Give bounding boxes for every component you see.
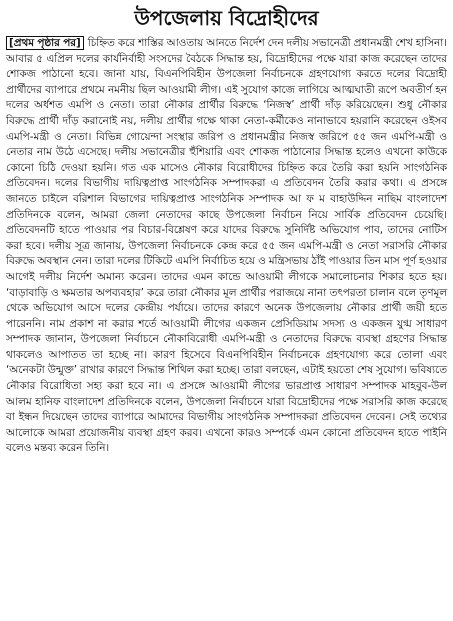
continued-from-front-page-label: [প্রথম পৃষ্ঠার পর]: [6, 36, 84, 50]
article-body: [6, 36, 447, 457]
article-headline: উপজেলায় বিদ্রোহীদের: [134, 6, 319, 30]
article-body-text: চিহ্নিত করে শাস্তির আওতায় আনতে নির্দেশ দেন দলীয় সভানেত্রী প্রধানমন্ত্রী শেখ হাসিনা। আবার ৫ এপ্রিল দলের কার্যনির্বাহী সংসদের বৈঠকে সিদ্ধান্ত হয়, বিদ্রোহীদের পক্ষে যারা কাজ করেছেন তাদের শোকজ পাঠানো হবে। জানা যায়, বিএনপিবিহীন উপজেলা নির্বাচনকে গ্রহণযোগ্য করতে দলের বিদ্রোহী প্রার্থীদের ব্যাপারে প্রথমে নমনীয় ছিল আওয়ামী লীগ। এই সুযোগ কাজে লাগিয়ে আত্মঘাতী রূপে অবতীর্ণ হন দলের অর্ধশত এমপি ও নেতা। তারা নৌকার প্রার্থীর বিরুদ্ধে ‘নিজস্ব’ প্রার্থী দাঁড় করিয়েছেন। শুধু নৌকার বিরুদ্ধে প্রার্থী দাঁড় করানোই নয়, দলীয় প্রার্থীর গক্ষে থাকা নেতা-কর্মীকেও নানাভাবে হয়রানি করেছেন ওইসব এমপি-মন্ত্রী ও নেতা। বিভিন্ন গোয়েন্দা সংস্থার জরিপ ও প্রধানমন্ত্রীর নিজস্ব জরিপে ৫৫ জন এমপি-মন্ত্রী ও নেতার নাম উঠে এসেছে। দলীয় সভানেত্রীর হুঁশিয়ারি এবং শোকজ পাঠানোর সিদ্ধান্ত হলেও এখনো কাউকে কোনো চিঠি দেওয়া হয়নি। গত এক মাসেও নৌকার বিরোধীদের চিহ্নিত করে তৈরি করা হয়নি সাংগঠনিক প্রতিবেদন। দলের বিভাগীয় দায়িত্বপ্রাপ্ত সাংগঠনিক সম্পাদকরা এ প্রতিবেদন তৈরি করার কথা। এ প্রসঙ্গে জানতে চাইলে বরিশাল বিভাগের দায়িত্বপ্রাপ্ত সাংগঠনিক সম্পাদক আ ফ ম বাহাউদ্দিন নাছিম বাংলাদেশ প্রতিদিনকে বলেন, আমরা জেলা নেতাদের কাছে উপজেলা নির্বাচন নিয়ে সার্বিক প্রতিবেদন চেয়েছি। প্রতিবেদনটি হাতে পাওয়ার পর বিচার-বিশ্লেষণ করে যাদের বিরুদ্ধে সুনির্দিষ্ট অভিযোগ পাব, তাদের নোটিস করা হবে। দলীয় সূত্র জানায়, উপজেলা নির্বাচনকে কেন্দ্র করে ৫৫ জন এমপি-মন্ত্রী ও নেতা সরাসরি নৌকার বিরুদ্ধে অবস্থান নেন। তারা দলের টিকিটে এমপি নির্বাচিত হয়ে ও মন্ত্রিসভায় ঠাঁই পাওয়ার তিন মাস পূর্ণ হওয়ার আগেই দলীয় নির্দেশ অমান্য করেন। তাদের এমন কান্ডে আওয়ামী লীগকে সমালোচনার শিকার হতে হয়। ‘বাড়াবাড়ি ও ক্ষমতার অপব্যবহার’ করে তারা নৌকার মূল প্রার্থীর পরাজয়ে নানা তৎপরতা চালান বলে তৃণমূল থেকে অভিযোগ আসে দলের কেন্দ্রীয় পর্যায়ে। তাদের কারণে অনেক উপজেলায় নৌকার প্রার্থী জয়ী হতে পারেননি। নাম প্রকাশ না করার শর্তে আওয়ামী লীগের একজন প্রেসিডিয়াম সদস্য ও একজন যুগ্ম সাধারণ সম্পাদক জানান, উপজেলা নির্বাচনে নৌকাবিরোধী এমপি-মন্ত্রী ও নেতাদের বিরুদ্ধে ব্যবস্থা গ্রহণের সিদ্ধান্ত থাকলেও আপাতত তা হচ্ছে না। কারণ হিসেবে বিএনপিবিহীন নির্বাচনকে গ্রহণযোগ্য করে তোলা এবং ‘অনেকটা উন্মুক্ত’ রাখার কারণে সিদ্ধান্ত শিথিল করা হচ্ছে। তারা বলছেন, এটাই হয়তো শেষ সুযোগ। ভবিষ্যতে নৌকার বিরোধিতা সহ্য করা হবে না। এ প্রসঙ্গে আওয়ামী লীগের ভারপ্রাপ্ত সাধারণ সম্পাদক মাহবুব-উল আলম হানিফ বাংলাদেশ প্রতিদিনকে বলেন, উপজেলা নির্বাচনে যারা বিদ্রোহীদের পক্ষে সরাসরি কাজ করেছে বা ইন্ধন দিয়েছেন তাদের ব্যাপারে আমাদের বিভাগীয় সাংগঠনিক সম্পাদকরা প্রতিবেদন দেবেন। সেই তথ্যের আলোকে আমরা প্রয়োজনীয় ব্যবস্থা গ্রহণ করব। এখনো কারও সম্পর্কে এমন কোনো প্রতিবেদন হাতে পাইনি বলেও মন্তব্য করেন তিনি।: [6, 37, 447, 455]
